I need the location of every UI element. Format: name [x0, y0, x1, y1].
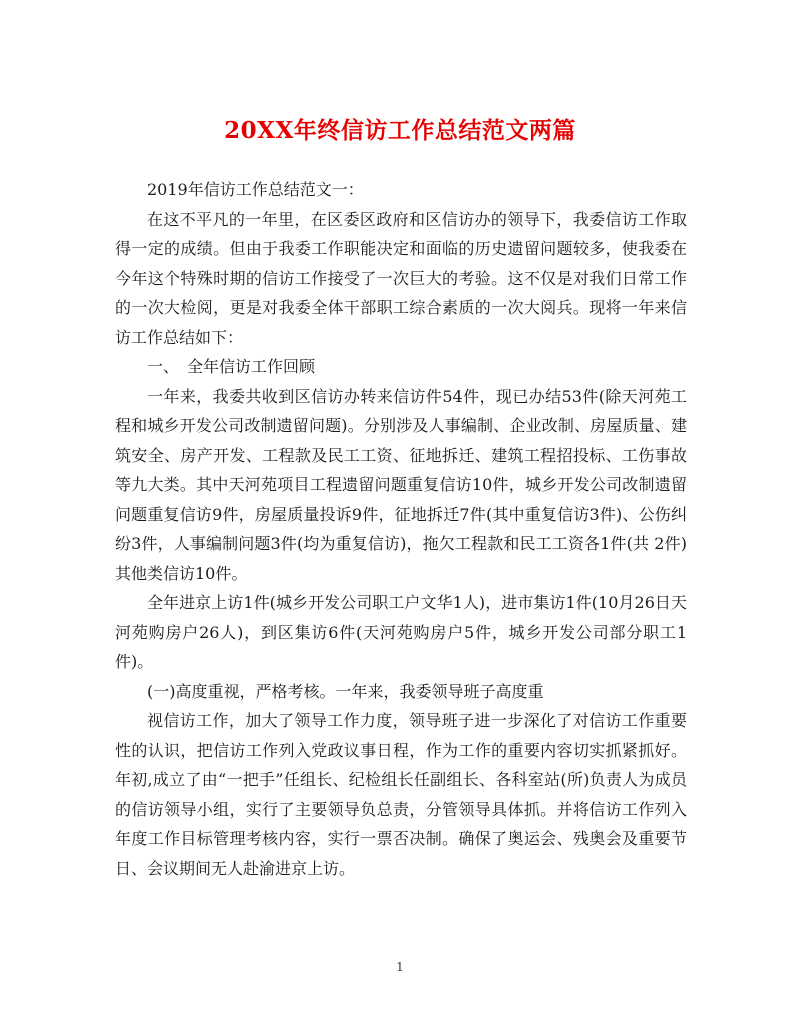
paragraph-statistics: 一年来，我委共收到区信访办转来信访件54件，现已办结53件(除天河苑工程和城乡开发公司改制遗留问题)。分别涉及人事编制、企业改制、房屋质量、建筑安全、房产开发、工程款及民工工资、征地拆迁、建筑工程招投标、工伤事故等九大类。其中天河苑项目工程遗留问题重复信访10件，城乡开发公司改制遗留问题重复信访9件，房屋质量投诉9件，征地拆迁7件(其中重复信访3件)、公伤纠纷3件，人事编制问题3件(均为重复信访)，拖欠工程款和民工工资各1件(共 2件)其他类信访10件。 — [115, 386, 687, 583]
document-body — [115, 175, 687, 883]
paragraph-visits: 全年进京上访1件(城乡开发公司职工户文华1人)，进市集访1件(10月26日天河苑购房户26人)，到区集访6件(天河苑购房户5件，城乡开发公司部分职工1件)。 — [115, 593, 687, 671]
paragraph-subheading: (一)高度重视，严格考核。一年来，我委领导班子高度重 — [147, 681, 544, 701]
section-subtitle: 2019年信访工作总结范文一： — [147, 180, 364, 199]
document-title: 20XX年终信访工作总结范文两篇 — [224, 117, 576, 144]
paragraph-leadership: 视信访工作，加大了领导工作力度，领导班子进一步深化了对信访工作重要性的认识，把信访工作列入党政议事日程，作为工作的重要内容切实抓紧抓好。年初,成立了由“一把手”任组长、纪检组长任副组长、各科室站(所)负责人为成员的信访领导小组，实行了主要领导负总责，分管领导具体抓。并将信访工作列入年度工作目标管理考核内容，实行一票否决制。确保了奥运会、残奥会及重要节日、会议期间无人赴渝进京上访。 — [115, 711, 687, 878]
page-number: 1 — [396, 960, 404, 974]
section-heading: 一、 全年信访工作回顾 — [147, 357, 316, 376]
paragraph-intro: 在这不平凡的一年里，在区委区政府和区信访办的领导下，我委信访工作取得一定的成绩。但由于我委工作职能决定和面临的历史遗留问题较多，使我委在今年这个特殊时期的信访工作接受了一次巨大的考验。这不仅是对我们日常工作的一次大检阅，更是对我委全体干部职工综合素质的一次大阅兵。现将一年来信访工作总结如下： — [115, 209, 687, 347]
